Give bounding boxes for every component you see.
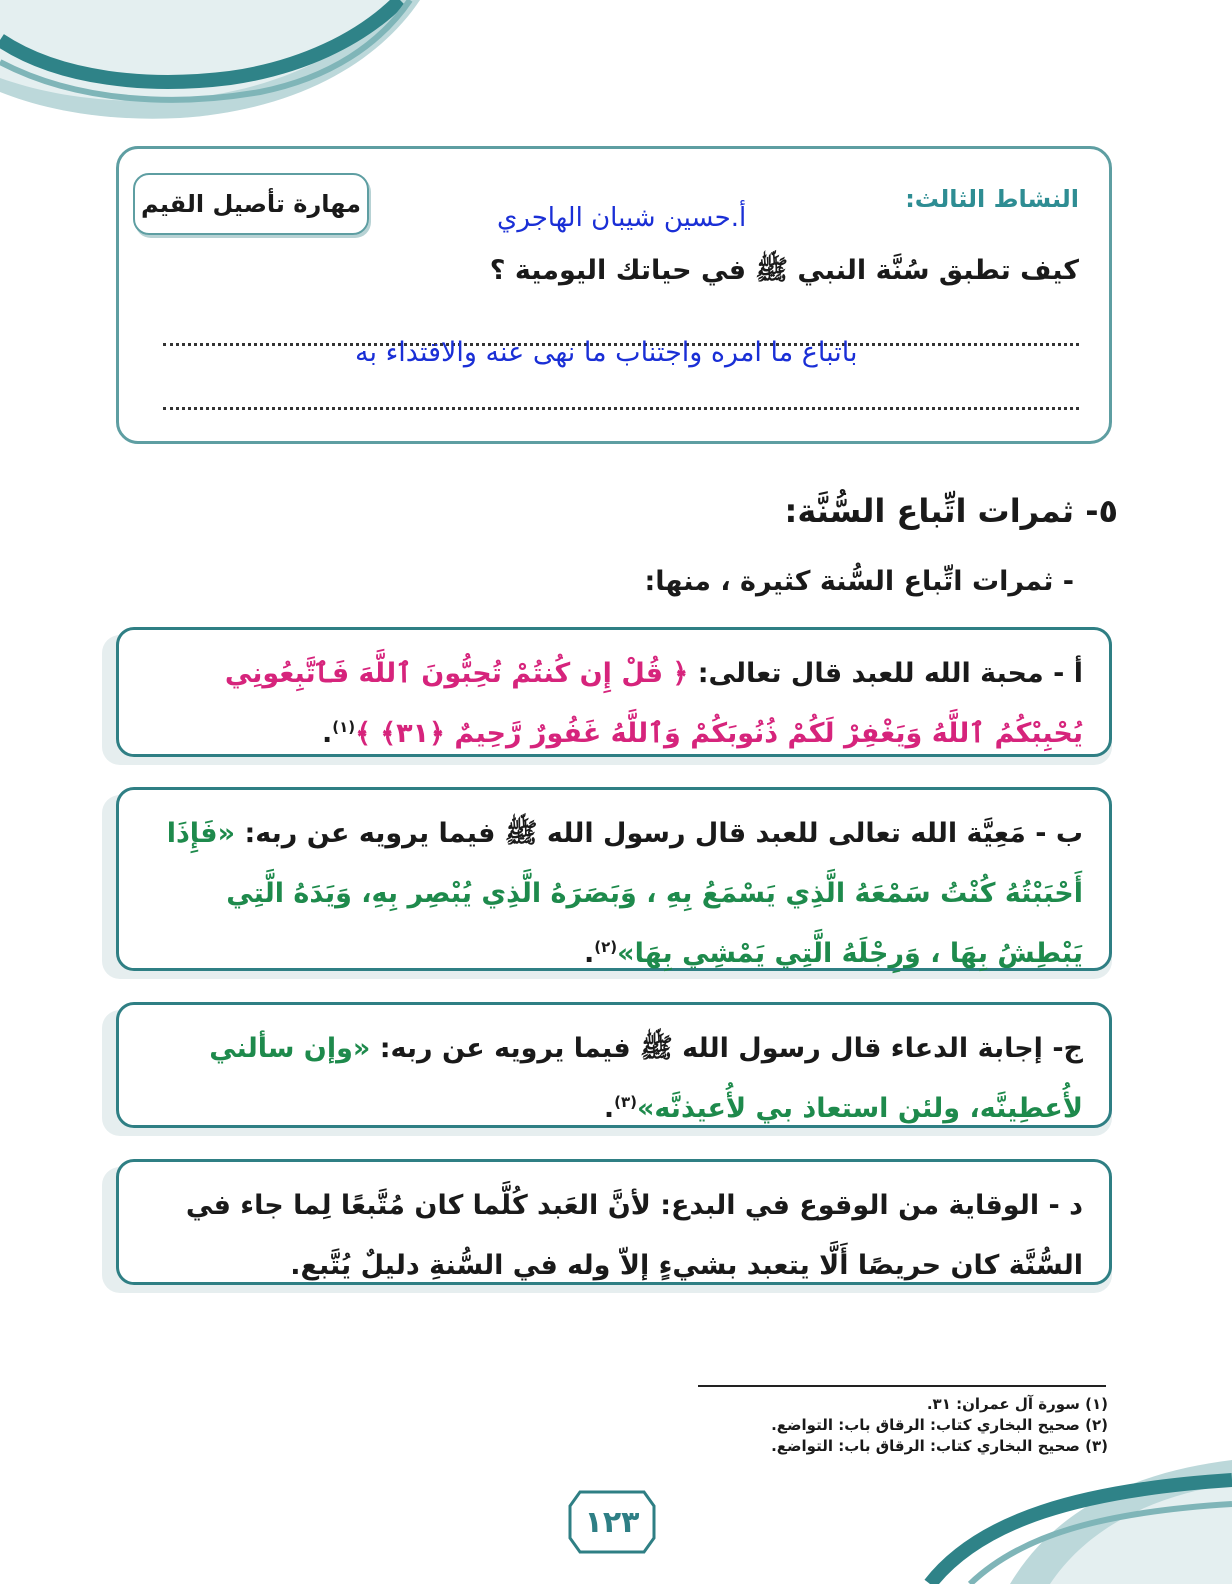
footnote: (٢) صحيح البخاري كتاب: الرقاق باب: التواضع.: [771, 1416, 1108, 1434]
footnote-ref: (١): [332, 718, 356, 736]
item-tail: .: [603, 1093, 615, 1124]
section-intro: - ثمرات اتِّباع السُّنة كثيرة ، منها:: [644, 566, 1074, 597]
handwritten-answer: باتباع ما امره واجتناب ما نهى عنه والاقتداء به: [355, 337, 858, 368]
activity-question: كيف تطبق سُنَّة النبي ﷺ في حياتك اليومية ؟: [489, 255, 1079, 286]
bottom-corner-ornament: [900, 1440, 1232, 1584]
item-lead: أ - محبة الله للعبد قال تعالى:: [697, 658, 1083, 689]
item-lead: ج- إجابة الدعاء قال رسول الله ﷺ فيما يرويه عن ربه:: [379, 1033, 1083, 1064]
item-lead: د - الوقاية من الوقوع في البدع: لأنَّ العَبد كُلَّما كان مُتَّبعًا لِما جاء في السُّنَّة كان حريصًا أَلَّا يتعبد بشيءٍ إلاّ وله في السُّنةِ دليلٌ يُتَّبع.: [185, 1190, 1083, 1281]
item-card-body: [116, 1159, 1112, 1285]
activity-title: النشاط الثالث:: [905, 185, 1079, 213]
footnote: (٣) صحيح البخاري كتاب: الرقاق باب: التواضع.: [771, 1437, 1108, 1455]
item-card: [102, 787, 1112, 971]
skill-badge: مهارة تأصيل القيم: [133, 173, 369, 235]
hadith-text: «فَإِذَا أَحْبَبْتُهُ كُنْتُ سَمْعَهُ الَّذِي يَسْمَعُ بِهِ ، وَبَصَرَهُ الَّذِي يُبْصِر بِهِ، وَيَدَهُ الَّتِي يَبْطِشُ بِهَا ، وَرِجْلَهُ الَّتِي يَمْشِي بِهَا»: [166, 818, 1083, 969]
answer-line-2: [163, 407, 1079, 410]
quran-verse: ﴿ قُلْ إِن كُنتُمْ تُحِبُّونَ ٱللَّهَ فَٱتَّبِعُونِي يُحْبِبْكُمُ ٱللَّهُ وَيَغْفِرْ لَكُمْ ذُنُوبَكُمْ وَٱللَّهُ غَفُورٌ رَّحِيمٌ ﴿٣١﴾ ﴾: [224, 658, 1083, 749]
item-card-body: [116, 1002, 1112, 1128]
item-tail: .: [321, 718, 333, 749]
item-tail: .: [583, 938, 595, 969]
page-number: ١٢٣: [584, 1504, 640, 1540]
item-card: [102, 1159, 1112, 1285]
section-title: ٥- ثمرات اتِّباع السُّنَّة:: [784, 492, 1118, 530]
footnotes: [771, 1394, 1108, 1457]
item-card: [102, 627, 1112, 757]
item-lead: ب - مَعِيَّة الله تعالى للعبد قال رسول الله ﷺ فيما يرويه عن ربه:: [244, 818, 1083, 849]
item-card-body: [116, 627, 1112, 757]
footnote-ref: (٣): [614, 1093, 637, 1111]
top-corner-ornament: [0, 0, 420, 130]
footnote-ref: (٢): [594, 938, 618, 956]
teacher-name: أ.حسين شيبان الهاجري: [497, 203, 747, 233]
footnote-divider: [698, 1385, 1106, 1387]
item-card-body: [116, 787, 1112, 971]
footnote: (١) سورة آل عمران: ٣١.: [926, 1395, 1108, 1413]
item-card: [102, 1002, 1112, 1128]
hadith-text: «وإن سألني لأُعطِينَّه، ولئن استعاذ بي لأُعيذنَّه»: [209, 1033, 1083, 1124]
activity-box: [116, 146, 1112, 444]
